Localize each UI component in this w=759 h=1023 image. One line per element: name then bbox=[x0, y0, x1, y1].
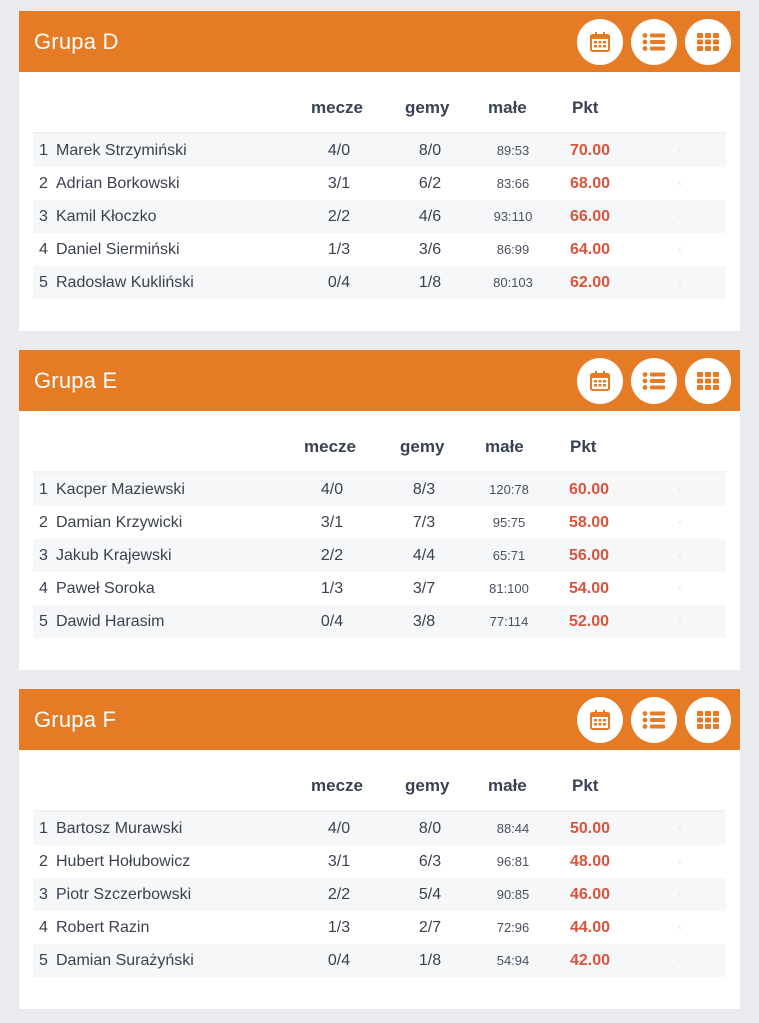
points-value: 66.00 bbox=[569, 208, 611, 225]
chevron-icon: ‹ bbox=[678, 176, 682, 190]
matches-value: 2/2 bbox=[327, 208, 351, 225]
row-position: 4 bbox=[39, 580, 48, 597]
games-value: 1/8 bbox=[418, 952, 442, 969]
column-header-mecze: mecze bbox=[311, 98, 363, 117]
column-header-pkt: Pkt bbox=[570, 437, 597, 456]
matches-value: 3/1 bbox=[327, 853, 351, 870]
grid-button[interactable] bbox=[685, 19, 731, 65]
group-actions bbox=[577, 19, 731, 65]
points-small-value: 77:114 bbox=[489, 614, 529, 629]
games-value: 8/0 bbox=[418, 142, 442, 159]
column-header-male: małe bbox=[488, 776, 527, 795]
row-position: 4 bbox=[39, 919, 48, 936]
row-position: 3 bbox=[39, 547, 48, 564]
games-value: 7/3 bbox=[412, 514, 436, 531]
chevron-icon: ‹ bbox=[678, 515, 682, 529]
list-button[interactable] bbox=[631, 19, 677, 65]
player-name: Adrian Borkowski bbox=[56, 175, 180, 192]
player-name: Marek Strzymiński bbox=[56, 142, 187, 159]
group-actions bbox=[577, 358, 731, 404]
player-name: Damian Surażyński bbox=[56, 952, 194, 969]
row-position: 1 bbox=[39, 820, 48, 837]
table-body bbox=[33, 473, 726, 638]
points-value: 60.00 bbox=[568, 481, 610, 498]
chevron-icon: ‹ bbox=[678, 548, 682, 562]
column-header-gemy: gemy bbox=[405, 98, 450, 117]
group-header bbox=[19, 11, 740, 72]
grid-button[interactable] bbox=[685, 358, 731, 404]
list-icon bbox=[642, 32, 666, 52]
points-value: 56.00 bbox=[568, 547, 610, 564]
games-value: 5/4 bbox=[418, 886, 442, 903]
list-icon bbox=[642, 371, 666, 391]
group-header bbox=[19, 350, 740, 411]
row-position: 1 bbox=[39, 481, 48, 498]
chevron-icon: ‹ bbox=[678, 482, 682, 496]
games-value: 6/2 bbox=[418, 175, 442, 192]
points-value: 42.00 bbox=[569, 952, 611, 969]
grid-icon bbox=[697, 372, 719, 390]
chevron-icon: ‹ bbox=[678, 953, 682, 967]
matches-value: 3/1 bbox=[327, 175, 351, 192]
table-row bbox=[33, 266, 726, 299]
points-small-value: 54:94 bbox=[496, 953, 530, 968]
table-row bbox=[33, 506, 726, 539]
points-small-value: 120:78 bbox=[489, 482, 529, 497]
table-row bbox=[33, 812, 726, 845]
chevron-icon: ‹ bbox=[678, 242, 682, 256]
grid-icon bbox=[697, 33, 719, 51]
table-header bbox=[33, 750, 726, 812]
points-value: 70.00 bbox=[569, 142, 611, 159]
matches-value: 4/0 bbox=[320, 481, 344, 498]
table-row bbox=[33, 605, 726, 638]
points-value: 46.00 bbox=[569, 886, 611, 903]
calendar-icon bbox=[589, 709, 611, 731]
points-small-value: 86:99 bbox=[496, 242, 530, 257]
table-header bbox=[33, 411, 726, 473]
chevron-icon: ‹ bbox=[678, 854, 682, 868]
group-header bbox=[19, 689, 740, 750]
points-small-value: 72:96 bbox=[496, 920, 530, 935]
points-small-value: 93:110 bbox=[493, 209, 533, 224]
table-row bbox=[33, 911, 726, 944]
list-button[interactable] bbox=[631, 358, 677, 404]
matches-value: 1/3 bbox=[320, 580, 344, 597]
games-value: 4/4 bbox=[412, 547, 436, 564]
table-row bbox=[33, 473, 726, 506]
chevron-icon: ‹ bbox=[678, 887, 682, 901]
calendar-button[interactable] bbox=[577, 697, 623, 743]
table-row bbox=[33, 572, 726, 605]
calendar-icon bbox=[589, 370, 611, 392]
table-row bbox=[33, 134, 726, 167]
points-small-value: 88:44 bbox=[496, 821, 530, 836]
standings-table bbox=[19, 750, 740, 977]
player-name: Paweł Soroka bbox=[56, 580, 155, 597]
points-value: 62.00 bbox=[569, 274, 611, 291]
points-value: 44.00 bbox=[569, 919, 611, 936]
standings-table bbox=[19, 72, 740, 299]
points-small-value: 90:85 bbox=[496, 887, 530, 902]
row-position: 2 bbox=[39, 853, 48, 870]
list-icon bbox=[642, 710, 666, 730]
points-small-value: 83:66 bbox=[496, 176, 530, 191]
player-name: Kacper Maziewski bbox=[56, 481, 185, 498]
matches-value: 0/4 bbox=[320, 613, 344, 630]
column-header-male: małe bbox=[488, 98, 527, 117]
games-value: 3/7 bbox=[412, 580, 436, 597]
group-card bbox=[19, 11, 740, 331]
points-value: 68.00 bbox=[569, 175, 611, 192]
group-title: Grupa D bbox=[34, 28, 119, 54]
points-value: 52.00 bbox=[568, 613, 610, 630]
table-row bbox=[33, 539, 726, 572]
points-value: 64.00 bbox=[569, 241, 611, 258]
row-position: 2 bbox=[39, 514, 48, 531]
points-small-value: 96:81 bbox=[496, 854, 530, 869]
grid-button[interactable] bbox=[685, 697, 731, 743]
player-name: Daniel Siermiński bbox=[56, 241, 180, 258]
standings-table bbox=[19, 411, 740, 638]
chevron-icon: ‹ bbox=[678, 209, 682, 223]
points-value: 58.00 bbox=[568, 514, 610, 531]
matches-value: 0/4 bbox=[327, 274, 351, 291]
chevron-icon: ‹ bbox=[678, 614, 682, 628]
calendar-button[interactable] bbox=[577, 358, 623, 404]
calendar-button[interactable] bbox=[577, 19, 623, 65]
matches-value: 4/0 bbox=[327, 142, 351, 159]
matches-value: 1/3 bbox=[327, 919, 351, 936]
table-row bbox=[33, 233, 726, 266]
row-position: 5 bbox=[39, 274, 48, 291]
points-small-value: 80:103 bbox=[493, 275, 533, 290]
games-value: 4/6 bbox=[418, 208, 442, 225]
table-body bbox=[33, 134, 726, 299]
matches-value: 2/2 bbox=[320, 547, 344, 564]
player-name: Dawid Harasim bbox=[56, 613, 165, 630]
points-small-value: 81:100 bbox=[489, 581, 529, 596]
column-header-pkt: Pkt bbox=[572, 98, 599, 117]
table-header bbox=[33, 72, 726, 134]
games-value: 1/8 bbox=[418, 274, 442, 291]
matches-value: 4/0 bbox=[327, 820, 351, 837]
points-small-value: 95:75 bbox=[492, 515, 526, 530]
player-name: Damian Krzywicki bbox=[56, 514, 183, 531]
points-value: 48.00 bbox=[569, 853, 611, 870]
calendar-icon bbox=[589, 31, 611, 53]
player-name: Bartosz Murawski bbox=[56, 820, 183, 837]
row-position: 3 bbox=[39, 886, 48, 903]
points-small-value: 89:53 bbox=[496, 143, 530, 158]
grid-icon bbox=[697, 711, 719, 729]
row-position: 5 bbox=[39, 952, 48, 969]
chevron-icon: ‹ bbox=[678, 143, 682, 157]
matches-value: 0/4 bbox=[327, 952, 351, 969]
player-name: Hubert Hołubowicz bbox=[56, 853, 191, 870]
row-position: 1 bbox=[39, 142, 48, 159]
table-row bbox=[33, 944, 726, 977]
table-row bbox=[33, 845, 726, 878]
column-header-mecze: mecze bbox=[304, 437, 356, 456]
table-row bbox=[33, 878, 726, 911]
chevron-icon: ‹ bbox=[678, 821, 682, 835]
player-name: Piotr Szczerbowski bbox=[56, 886, 192, 903]
points-small-value: 65:71 bbox=[492, 548, 526, 563]
games-value: 8/0 bbox=[418, 820, 442, 837]
row-position: 3 bbox=[39, 208, 48, 225]
group-title: Grupa F bbox=[34, 706, 117, 732]
player-name: Jakub Krajewski bbox=[56, 547, 172, 564]
row-position: 4 bbox=[39, 241, 48, 258]
matches-value: 3/1 bbox=[320, 514, 344, 531]
group-actions bbox=[577, 697, 731, 743]
player-name: Robert Razin bbox=[56, 919, 150, 936]
group-title: Grupa E bbox=[34, 367, 118, 393]
chevron-icon: ‹ bbox=[678, 920, 682, 934]
column-header-pkt: Pkt bbox=[572, 776, 599, 795]
row-position: 5 bbox=[39, 613, 48, 630]
table-body bbox=[33, 812, 726, 977]
table-row bbox=[33, 167, 726, 200]
column-header-male: małe bbox=[485, 437, 524, 456]
chevron-icon: ‹ bbox=[678, 581, 682, 595]
games-value: 8/3 bbox=[412, 481, 436, 498]
list-button[interactable] bbox=[631, 697, 677, 743]
games-value: 2/7 bbox=[418, 919, 442, 936]
chevron-icon: ‹ bbox=[678, 275, 682, 289]
group-card bbox=[19, 689, 740, 1009]
player-name: Kamil Kłoczko bbox=[56, 208, 157, 225]
matches-value: 1/3 bbox=[327, 241, 351, 258]
games-value: 3/6 bbox=[418, 241, 442, 258]
group-card bbox=[19, 350, 740, 670]
column-header-mecze: mecze bbox=[311, 776, 363, 795]
games-value: 3/8 bbox=[412, 613, 436, 630]
player-name: Radosław Kukliński bbox=[56, 274, 194, 291]
matches-value: 2/2 bbox=[327, 886, 351, 903]
points-value: 54.00 bbox=[568, 580, 610, 597]
row-position: 2 bbox=[39, 175, 48, 192]
column-header-gemy: gemy bbox=[400, 437, 445, 456]
table-row bbox=[33, 200, 726, 233]
points-value: 50.00 bbox=[569, 820, 611, 837]
games-value: 6/3 bbox=[418, 853, 442, 870]
column-header-gemy: gemy bbox=[405, 776, 450, 795]
